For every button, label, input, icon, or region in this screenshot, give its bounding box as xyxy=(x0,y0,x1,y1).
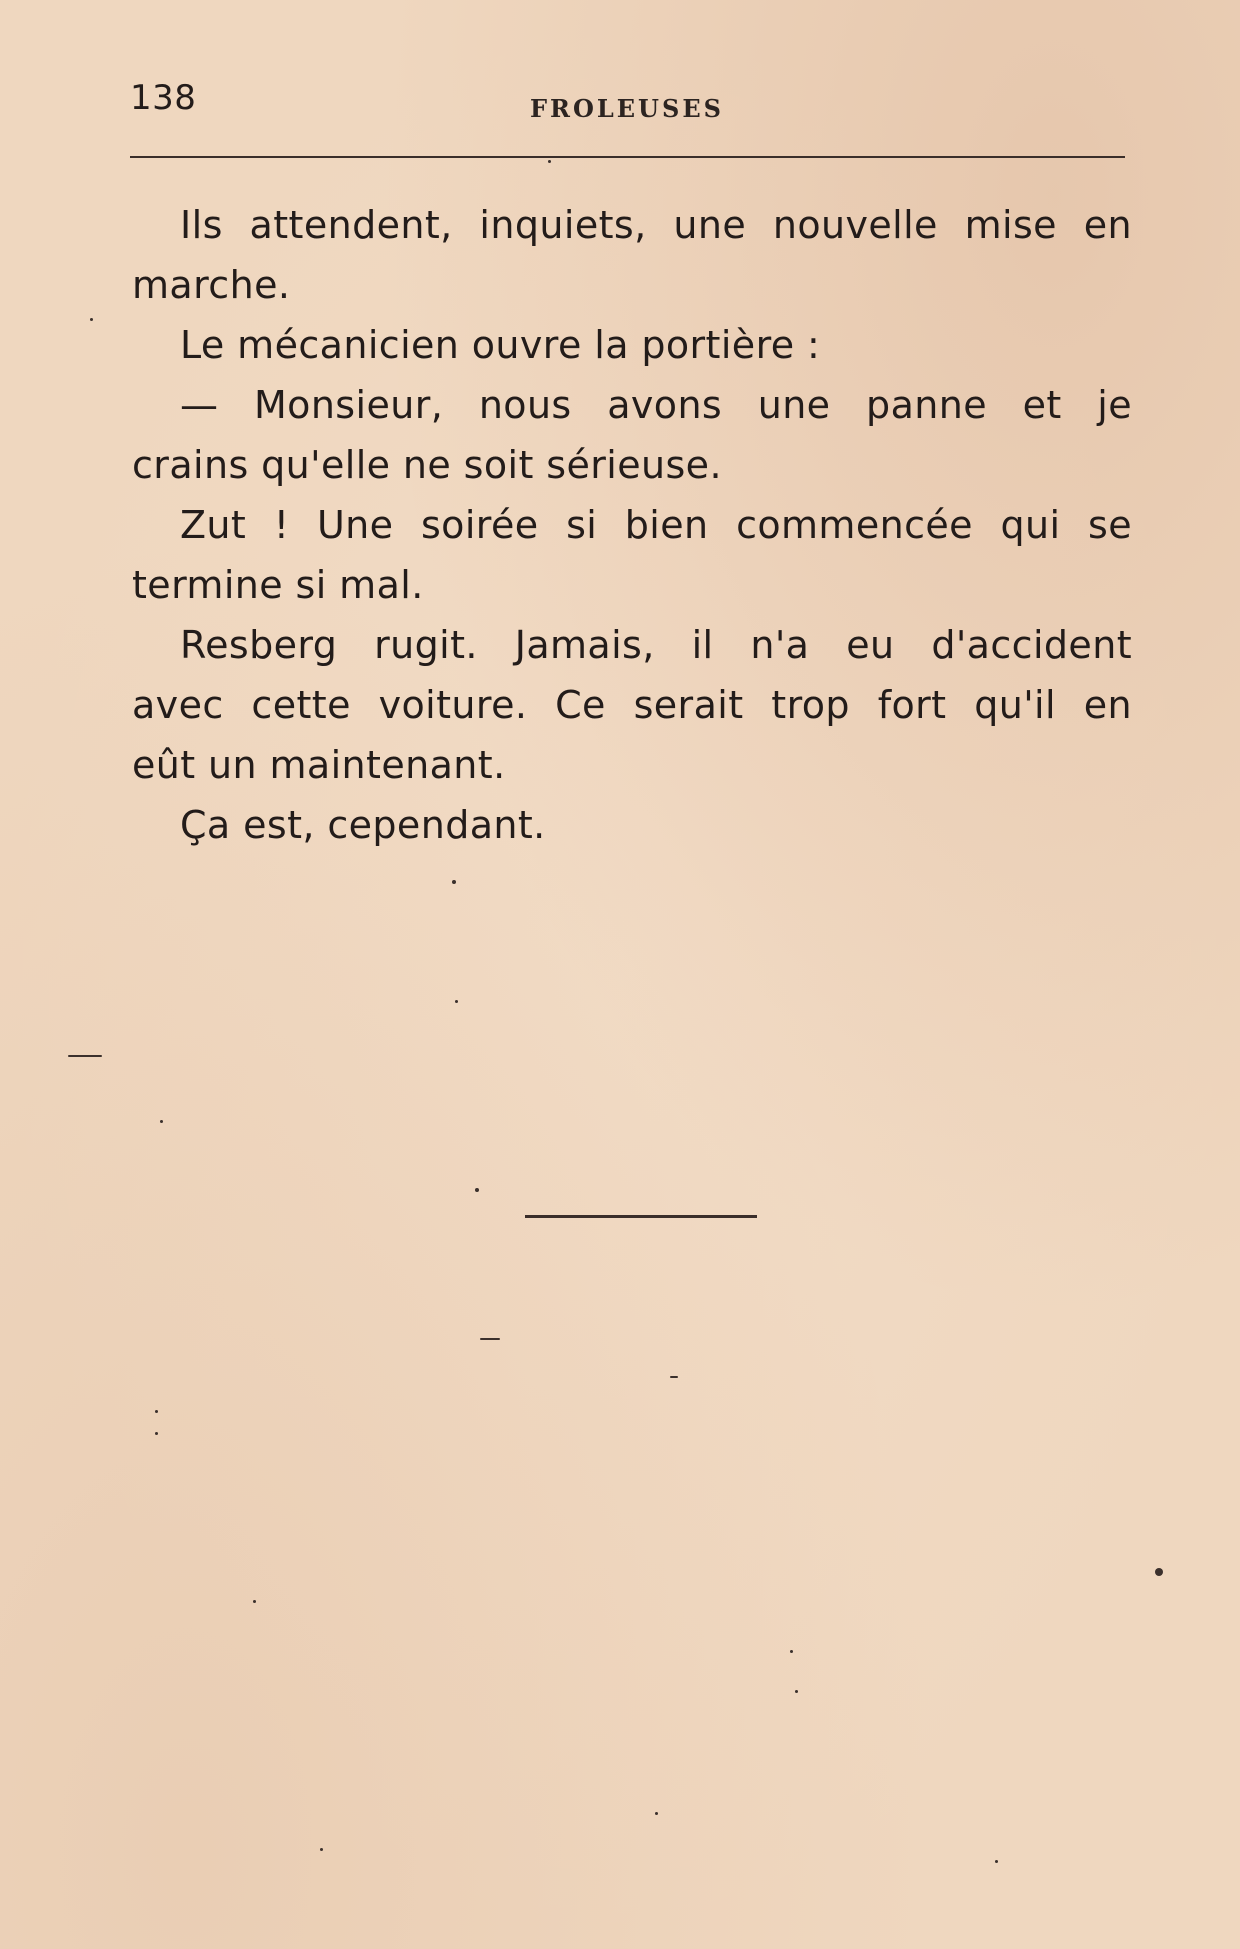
paper-speck xyxy=(475,1188,479,1192)
end-of-chapter-rule xyxy=(525,1215,757,1218)
header-rule xyxy=(130,156,1125,158)
paper-speck xyxy=(995,1860,998,1863)
paper-speck xyxy=(160,1120,163,1123)
page-number: 138 xyxy=(130,78,197,118)
paper-speck xyxy=(1155,1568,1163,1576)
paper-speck xyxy=(548,160,551,163)
text-line: Ça est, cependant. xyxy=(180,803,546,847)
paper-speck xyxy=(455,1000,458,1003)
paper-speck xyxy=(480,1338,500,1340)
running-title: FROLEUSES xyxy=(530,94,724,123)
body-text xyxy=(132,195,1132,855)
paper-speck xyxy=(155,1410,158,1413)
paper-speck xyxy=(452,880,456,884)
paper-speck xyxy=(790,1650,793,1653)
paper-speck xyxy=(155,1432,158,1435)
text-line: marche. xyxy=(132,263,291,307)
text-line: Le mécanicien ouvre la portière : xyxy=(180,323,821,367)
paper-speck xyxy=(253,1600,256,1603)
text-line: avec cette voiture. Ce serait trop fort qu'il en xyxy=(132,683,1132,727)
running-head xyxy=(130,78,1130,128)
text-line: Resberg rugit. Jamais, il n'a eu d'accident xyxy=(180,623,1132,667)
text-line: termine si mal. xyxy=(132,563,424,607)
text-line: Zut ! Une soirée si bien commencée qui se xyxy=(180,503,1132,547)
paper-speck xyxy=(655,1812,658,1815)
text-line: crains qu'elle ne soit sérieuse. xyxy=(132,443,722,487)
paper-speck xyxy=(68,1055,102,1057)
paper-speck xyxy=(320,1848,323,1851)
text-line: eût un maintenant. xyxy=(132,743,506,787)
text-line: Ils attendent, inquiets, une nouvelle mise en xyxy=(180,203,1132,247)
paper-speck xyxy=(670,1376,678,1378)
text-line: — Monsieur, nous avons une panne et je xyxy=(180,383,1132,427)
paper-speck xyxy=(90,318,93,321)
paper-speck xyxy=(795,1690,798,1693)
